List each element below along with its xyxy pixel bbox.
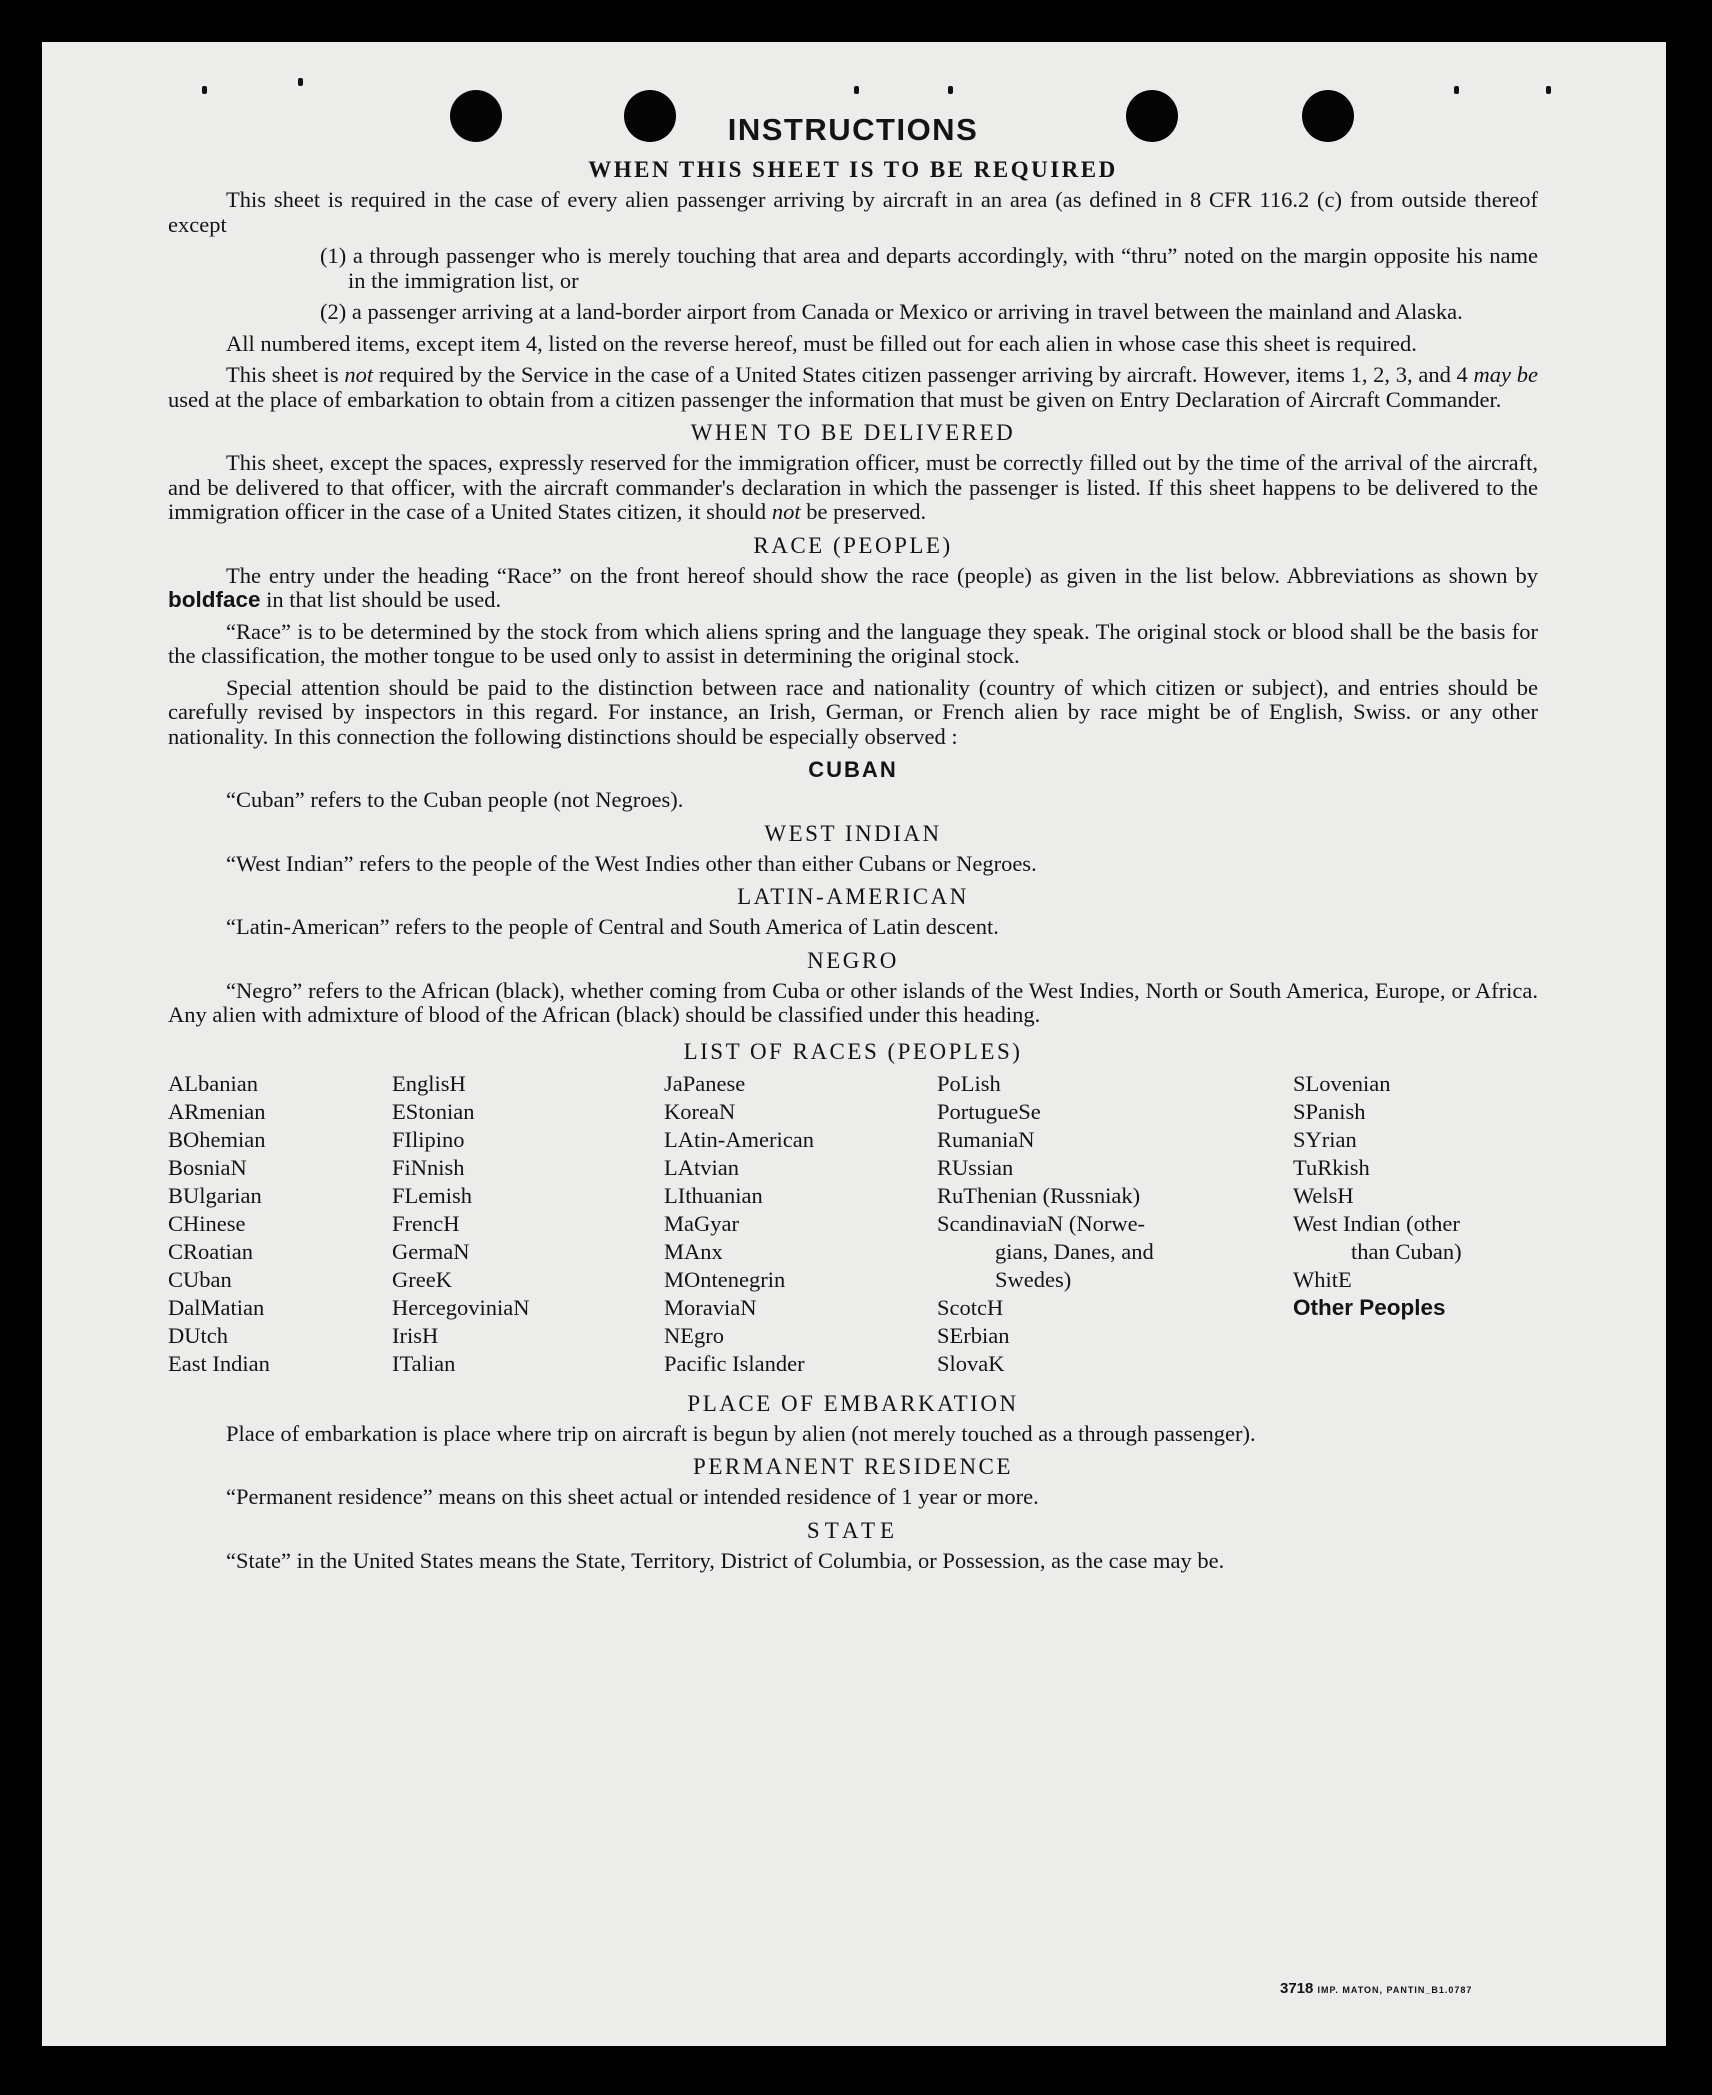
boldface-word: boldface (168, 587, 261, 612)
heading-race: RACE (PEOPLE) (753, 532, 953, 558)
race-item: EStonian (392, 1098, 475, 1124)
race-item: HercegoviniaN (392, 1294, 530, 1320)
race-item: GreeK (392, 1266, 452, 1292)
exception-item-2: (2) a passenger arriving at a land-border airport from Canada or Mexico or arriving in travel between the mainland and Alaska. (320, 299, 1463, 324)
text-run: This sheet is (226, 362, 345, 387)
race-item: ITalian (392, 1350, 456, 1376)
text-run: used at the place of embarkation to obtain from a citizen passenger the information that must be given on Entry Declaration of Aircraft Commander. (168, 386, 1502, 412)
race-item: SYrian (1293, 1126, 1357, 1152)
exception-item-1: (1) a through passenger who is merely touching that area and departs accordingly, with “thru” noted on the margin opposite his name in the immigration list, or (320, 243, 1538, 293)
paragraph-required: This sheet is required in the case of every alien passenger arriving by aircraft in an area (as defined in 8 CFR 116.2 (c) from outside thereof except (168, 187, 1538, 237)
race-item: FiNnish (392, 1154, 465, 1180)
paragraph-cuban: “Cuban” refers to the Cuban people (not Negroes). (226, 787, 684, 812)
speck-mark (298, 78, 303, 86)
speck-mark (854, 86, 859, 94)
race-item-continuation: than Cuban) (1351, 1238, 1462, 1264)
race-item: NEgro (664, 1322, 724, 1348)
race-list (168, 1070, 1538, 1378)
heading-negro: NEGRO (807, 947, 899, 973)
instructions-content (168, 112, 1538, 1580)
heading-place-of-embarkation: PLACE OF EMBARKATION (687, 1390, 1019, 1416)
heading-latin-american: LATIN-AMERICAN (737, 884, 969, 909)
heading-permanent-residence: PERMANENT RESIDENCE (693, 1454, 1013, 1479)
form-number: 3718 (1280, 1980, 1314, 1997)
race-item: GermaN (392, 1238, 470, 1264)
paragraph-race-stock: “Race” is to be determined by the stock from which aliens spring and the language they speak. The original stock or blood shall be the basis for the classification, the mother tongue to be used only to assist in determining the original stock. (168, 618, 1538, 668)
race-column-2 (392, 1070, 664, 1378)
race-item: Other Peoples (1293, 1294, 1446, 1320)
text-run: This sheet, except the spaces, expressly reserved for the immigration officer, must be correctly filled out by the time of the arrival of the aircraft, and be delivered to that officer, with the aircraft commander's declaration in which the passenger is listed. If this sheet happens to be delivered to the immigration officer in the case of a United States citizen, it should (168, 450, 1538, 524)
race-item: LAtin-American (664, 1126, 814, 1152)
race-item: ALbanian (168, 1070, 258, 1096)
heading-cuban: CUBAN (808, 757, 898, 782)
text-run: The entry under the heading “Race” on the front hereof should show the race (people) as given in the list below. Abbreviations as shown by (226, 562, 1538, 588)
speck-mark (202, 86, 207, 94)
race-item: CUban (168, 1266, 232, 1292)
paragraph-latin-american: “Latin-American” refers to the people of Central and South America of Latin descent. (226, 914, 999, 939)
race-item: SPanish (1293, 1098, 1366, 1124)
paragraph-place-of-embarkation: Place of embarkation is place where trip on aircraft is begun by alien (not merely touched as a through passenger). (226, 1420, 1256, 1446)
race-item: WhitE (1293, 1266, 1352, 1292)
race-item: KoreaN (664, 1098, 736, 1124)
paragraph-west-indian: “West Indian” refers to the people of the West Indies other than either Cubans or Negroes. (226, 850, 1037, 876)
race-column-5 (1293, 1070, 1538, 1378)
race-item: RumaniaN (937, 1126, 1035, 1152)
paragraph-delivered (168, 451, 1538, 525)
speck-mark (1546, 86, 1551, 94)
paragraph-numbered-items: All numbered items, except item 4, listed on the reverse hereof, must be filled out for each alien in whose case this sheet is required. (226, 330, 1417, 356)
race-item: SErbian (937, 1322, 1010, 1348)
race-item: PoLish (937, 1070, 1001, 1096)
race-item: PortugueSe (937, 1098, 1041, 1124)
race-column-1 (168, 1070, 392, 1378)
race-item: DUtch (168, 1322, 228, 1348)
race-item: FIlipino (392, 1126, 465, 1152)
race-item: ScotcH (937, 1294, 1004, 1320)
race-item: RUssian (937, 1154, 1014, 1180)
print-imprint (1280, 1980, 1472, 1997)
race-item: FrencH (392, 1210, 460, 1236)
race-item: JaPanese (664, 1070, 746, 1096)
speck-mark (1454, 86, 1459, 94)
race-item: ARmenian (168, 1098, 266, 1124)
race-item: RuThenian (Russniak) (937, 1182, 1141, 1208)
race-item: BUlgarian (168, 1182, 262, 1208)
paragraph-state: “State” in the United States means the State, Territory, District of Columbia, or Possession, as the case may be. (226, 1547, 1225, 1573)
race-item-continuation: gians, Danes, and (995, 1238, 1154, 1264)
race-item: EnglisH (392, 1070, 466, 1096)
text-run: required by the Service in the case of a United States citizen passenger arriving by aircraft. However, items 1, 2, 3, and 4 (373, 362, 1474, 387)
paragraph-race-nationality: Special attention should be paid to the distinction between race and nationality (country of which citizen or subject), and entries should be carefully revised by inspectors in this regard. For instance, an Irish, German, or French alien by race might be of English, Swiss. or any other nationality. In this connection the following distinctions should be especially observed : (168, 674, 1538, 749)
race-column-4 (937, 1070, 1293, 1378)
race-item: DalMatian (168, 1294, 265, 1320)
heading-state: STATE (806, 1517, 900, 1543)
emphasis-not: not (771, 499, 801, 524)
race-item: MaGyar (664, 1210, 739, 1236)
paragraph-negro: “Negro” refers to the African (black), whether coming from Cuba or other islands of the West Indies, North or South America, Europe, or Africa. Any alien with admixture of blood of the African (black) should be classified under this heading. (168, 977, 1538, 1027)
race-item: Pacific Islander (664, 1350, 805, 1376)
emphasis-not: not (344, 362, 374, 387)
race-item: LIthuanian (664, 1182, 763, 1208)
race-column-3 (664, 1070, 937, 1378)
race-item: West Indian (other (1293, 1210, 1460, 1236)
paragraph-race-entry (168, 564, 1538, 613)
race-item: MOntenegrin (664, 1266, 786, 1292)
race-item: TuRkish (1293, 1154, 1370, 1180)
race-item: BOhemian (168, 1126, 266, 1152)
race-item: East Indian (168, 1350, 270, 1376)
race-item: FLemish (392, 1182, 473, 1208)
heading-when-required: WHEN THIS SHEET IS TO BE REQUIRED (588, 157, 1118, 182)
speck-mark (948, 86, 953, 94)
heading-when-delivered: WHEN TO BE DELIVERED (690, 420, 1016, 445)
race-item: MAnx (664, 1238, 723, 1264)
paragraph-citizen (168, 363, 1538, 412)
heading-west-indian: WEST INDIAN (764, 820, 942, 846)
race-item: ScandinaviaN (Norwe- (937, 1210, 1146, 1236)
race-item: BosniaN (168, 1154, 247, 1180)
race-item: SLovenian (1293, 1070, 1391, 1096)
race-item: CRoatian (168, 1238, 253, 1264)
document-sheet (42, 42, 1666, 2046)
race-item: WelsH (1293, 1182, 1354, 1208)
race-item: LAtvian (664, 1154, 739, 1180)
page-title: INSTRUCTIONS (727, 112, 979, 147)
paragraph-permanent-residence: “Permanent residence” means on this sheet actual or intended residence of 1 year or more. (226, 1484, 1039, 1509)
race-item: MoraviaN (664, 1294, 757, 1320)
race-item: IrisH (392, 1322, 439, 1348)
race-item-continuation: Swedes) (995, 1266, 1072, 1292)
race-item: CHinese (168, 1210, 246, 1236)
race-item: SlovaK (937, 1350, 1005, 1376)
text-run: be preserved. (800, 499, 927, 524)
emphasis-may-be: may be (1473, 362, 1538, 387)
text-run: in that list should be used. (260, 587, 502, 612)
printer-imprint: IMP. MATON, PANTIN_B1.0787 (1317, 1985, 1473, 1995)
heading-list-of-races: LIST OF RACES (PEOPLES) (683, 1038, 1023, 1064)
